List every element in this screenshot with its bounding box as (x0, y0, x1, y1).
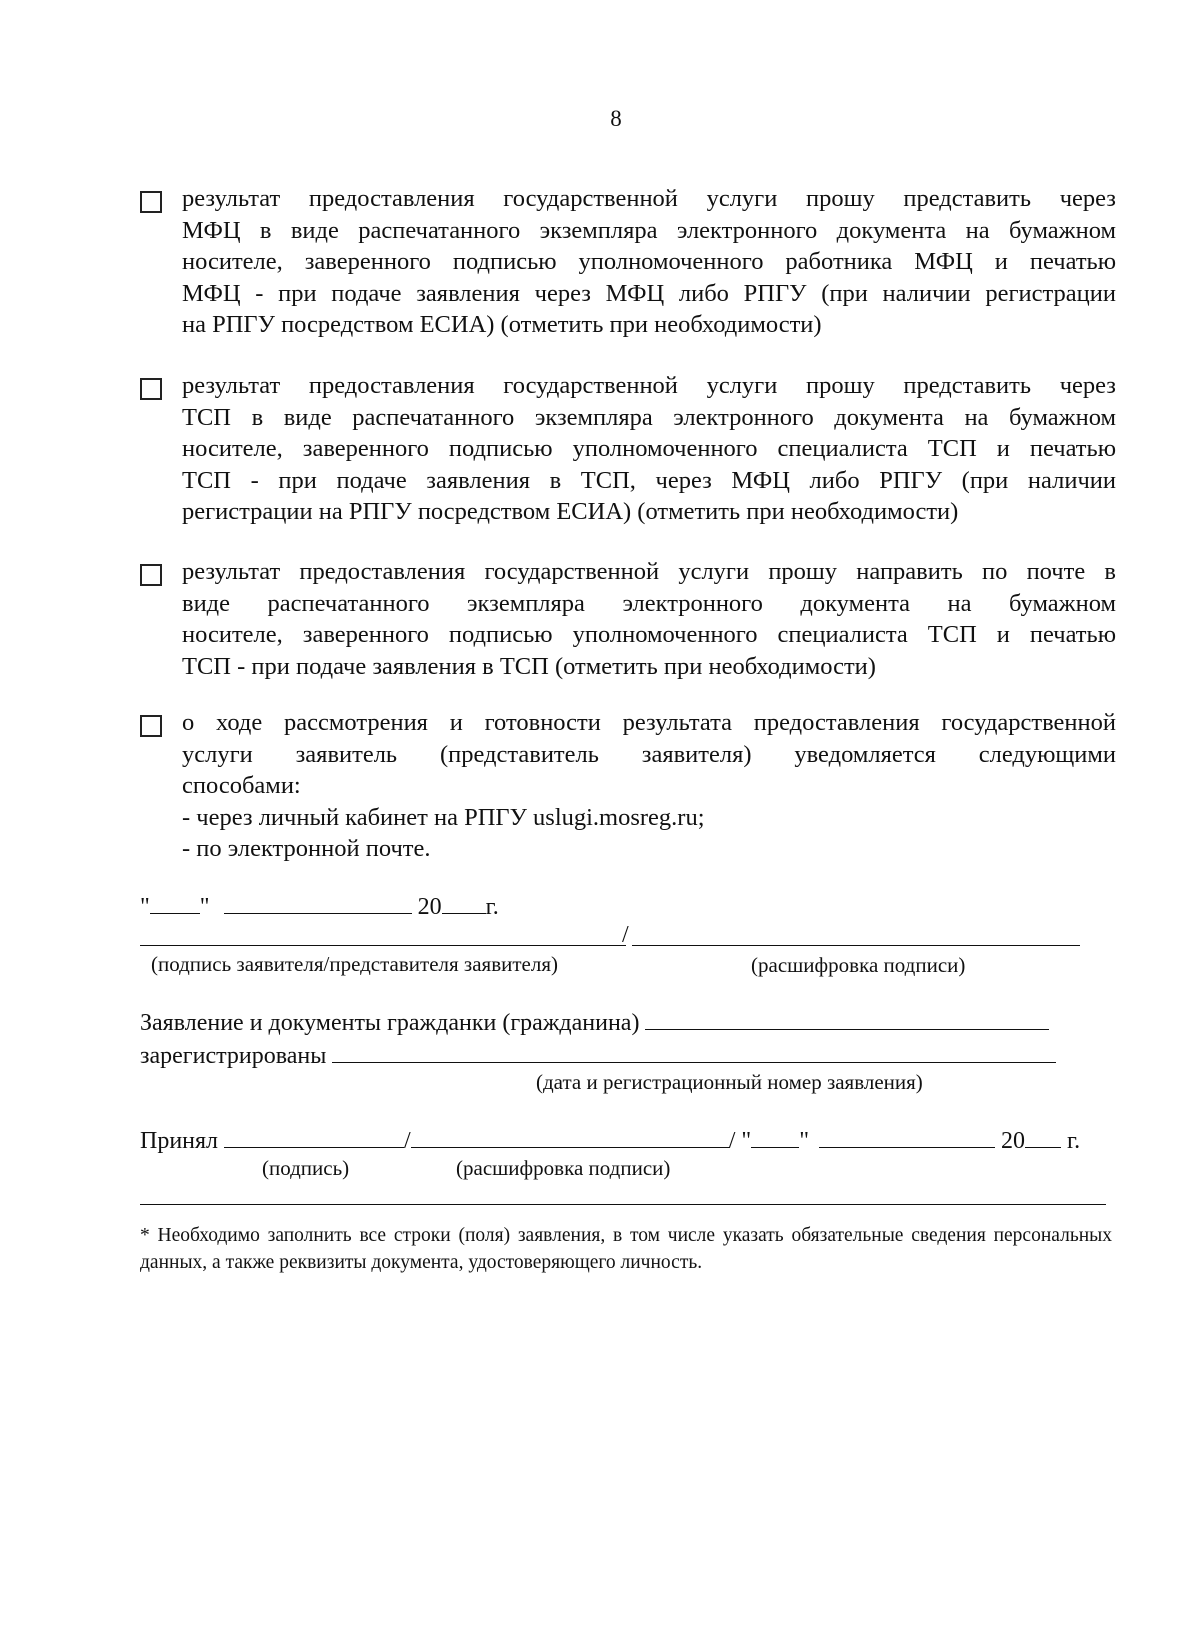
option-line: способами: (182, 772, 301, 800)
date-line (140, 891, 499, 921)
option-line: результат предоставления государственной услуги прошу направить по почте в (182, 558, 1116, 585)
accepted-month-field[interactable] (819, 1125, 995, 1148)
option-line: ТСП в виде распечатанного экземпляра электронного документа на бумажном (182, 403, 1116, 431)
accepted-signature-caption: (подпись) (262, 1156, 350, 1180)
option-text (182, 370, 1116, 528)
registration-label-2: зарегистрированы (140, 1043, 327, 1069)
option-line: регистрации на РПГУ посредством ЕСИА) (отметить при необходимости) (182, 498, 959, 526)
checkbox-notification[interactable] (140, 715, 162, 737)
accepted-year-suffix: г. (1066, 1128, 1081, 1154)
option-line: ТСП - при подаче заявления в ТСП, через МФЦ либо РПГУ (при наличии (182, 466, 1116, 494)
accepted-separator-2: / (728, 1128, 736, 1154)
registration-label-1: Заявление и документы гражданки (гражданина) (140, 1010, 640, 1036)
option-line: о ходе рассмотрения и готовности результата предоставления государственной (182, 709, 1116, 736)
option-line: носителе, заверенного подписью уполномоченного работника МФЦ и печатью (182, 248, 1116, 276)
checkbox-tsp-paper[interactable] (140, 378, 162, 400)
accepted-line (140, 1125, 1080, 1155)
registration-number-field[interactable] (332, 1040, 1056, 1063)
option-mfc-paper (140, 183, 1116, 341)
option-line: услуги заявитель (представитель заявителя) уведомляется следующими (182, 740, 1116, 768)
accepted-label: Принял (140, 1128, 219, 1154)
accepted-quote-open: " (741, 1128, 752, 1154)
registration-line-2 (140, 1040, 1056, 1070)
accepted-year-field[interactable] (1025, 1125, 1061, 1148)
registration-line-1 (140, 1007, 1049, 1037)
option-line: носителе, заверенного подписью уполномоченного специалиста ТСП и печатью (182, 621, 1116, 649)
option-text (182, 556, 1116, 682)
accepted-signature-field[interactable] (224, 1125, 404, 1148)
year-field[interactable] (442, 891, 486, 914)
decoding-caption: (расшифровка подписи) (751, 953, 966, 977)
footnote-divider (140, 1204, 1106, 1205)
signature-separator: / (622, 922, 629, 948)
checkbox-mfc-paper[interactable] (140, 191, 162, 213)
accepted-century: 20 (1000, 1128, 1025, 1154)
option-line: - через личный кабинет на РПГУ uslugi.mosreg.ru; (182, 803, 705, 831)
applicant-signature-field[interactable] (140, 945, 626, 946)
quote-close: " (199, 894, 210, 920)
signature-decoding-field[interactable] (632, 945, 1080, 946)
day-field[interactable] (150, 891, 200, 914)
option-tsp-paper (140, 370, 1116, 528)
option-line: МФЦ в виде распечатанного экземпляра электронного документа на бумажном (182, 216, 1116, 244)
accepted-decoding-field[interactable] (411, 1125, 729, 1148)
option-line: - по электронной почте. (182, 835, 431, 863)
checkbox-post[interactable] (140, 564, 162, 586)
option-line: МФЦ - при подаче заявления через МФЦ либо РПГУ (при наличии регистрации (182, 279, 1116, 307)
month-field[interactable] (224, 891, 412, 914)
option-notification (140, 707, 1116, 865)
year-suffix: г. (485, 894, 499, 920)
page-number: 8 (610, 106, 622, 131)
quote-open: " (140, 894, 150, 920)
option-text (182, 183, 1116, 341)
option-post (140, 556, 1116, 682)
accepted-separator-1: / (404, 1128, 411, 1154)
signature-caption: (подпись заявителя/представителя заявителя) (151, 952, 558, 976)
footnote: * Необходимо заполнить все строки (поля) заявления, в том числе указать обязательные сведения персональных данных, а также реквизиты документа, удостоверяющего личность. (140, 1225, 1112, 1273)
century-label: 20 (417, 894, 442, 920)
option-line: результат предоставления государственной услуги прошу представить через (182, 372, 1116, 399)
option-line: носителе, заверенного подписью уполномоченного специалиста ТСП и печатью (182, 435, 1116, 463)
option-line: виде распечатанного экземпляра электронного документа на бумажном (182, 589, 1116, 617)
option-line: ТСП - при подаче заявления в ТСП (отметить при необходимости) (182, 652, 876, 680)
citizen-name-field[interactable] (645, 1007, 1049, 1030)
option-line: на РПГУ посредством ЕСИА) (отметить при необходимости) (182, 311, 822, 339)
option-line: результат предоставления государственной услуги прошу представить через (182, 185, 1116, 212)
registration-caption: (дата и регистрационный номер заявления) (536, 1070, 923, 1094)
accepted-decoding-caption: (расшифровка подписи) (456, 1156, 671, 1180)
accepted-day-field[interactable] (751, 1125, 799, 1148)
accepted-quote-close: " (799, 1128, 809, 1154)
option-text (182, 707, 1116, 865)
